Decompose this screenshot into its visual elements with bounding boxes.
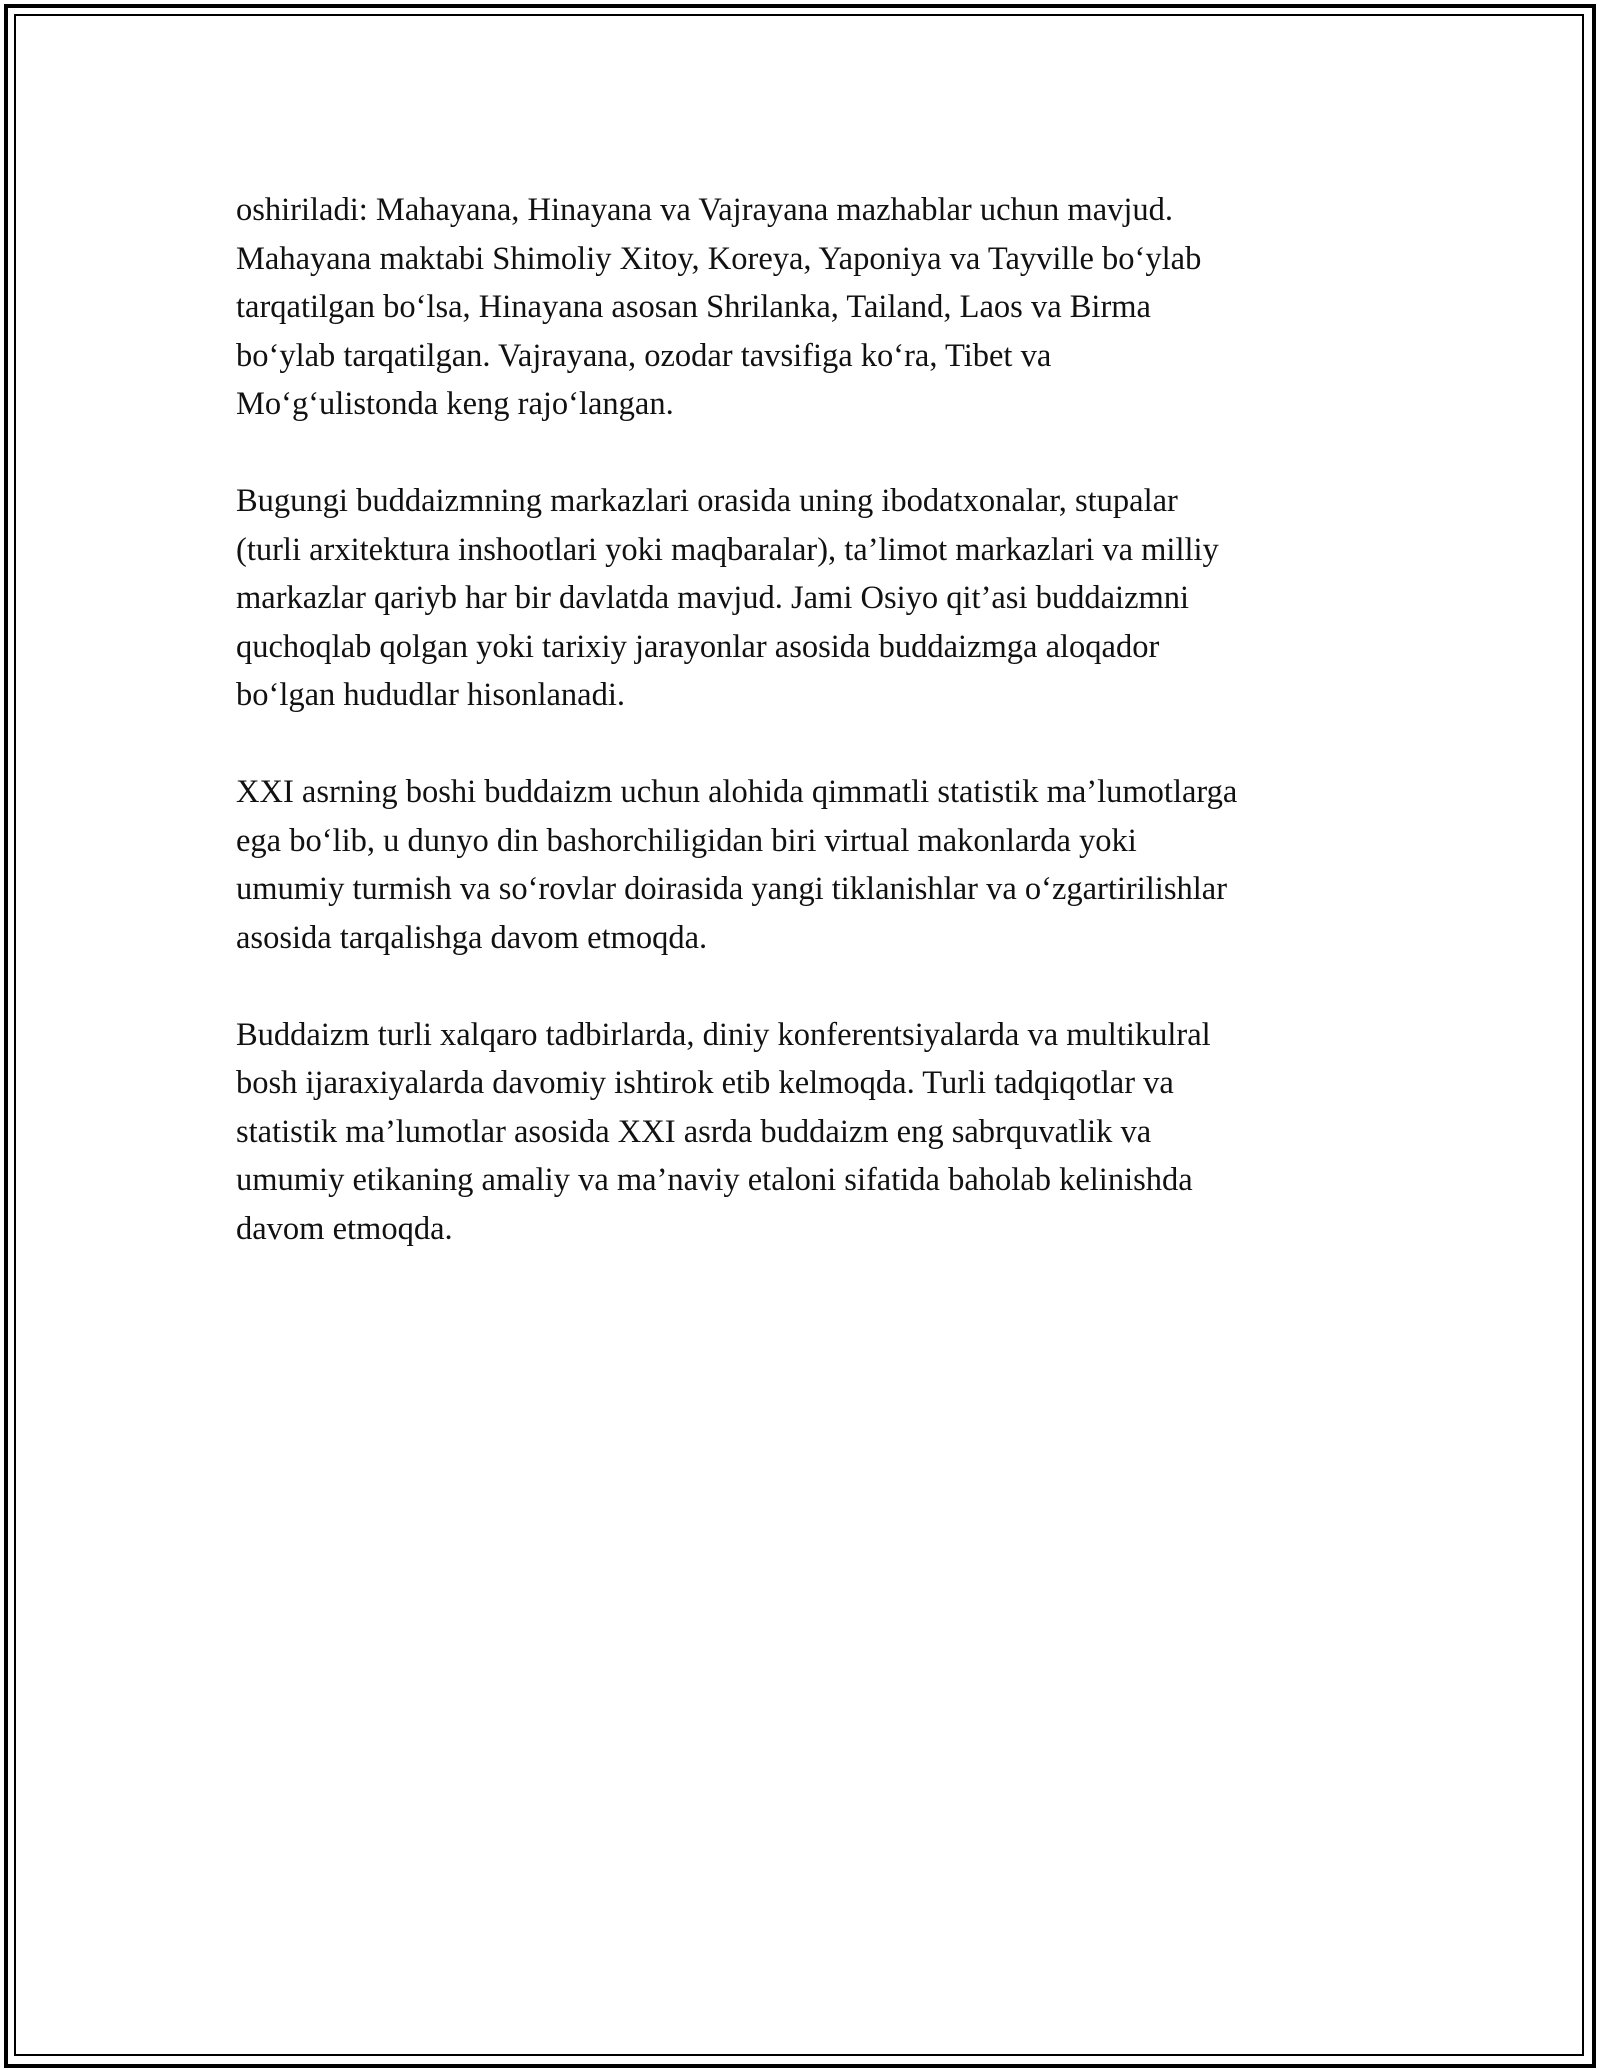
text-line: Mo‘g‘ulistonda keng rajo‘langan.: [236, 386, 674, 422]
text-line: Buddaizm turli xalqaro tadbirlarda, diniy konferentsiyalarda va multikulral: [236, 1016, 1211, 1053]
text-line: (turli arxitektura inshootlari yoki maqbaralar), ta’limot markazlari va milliy: [236, 531, 1219, 568]
text-line: bosh ijaraxiyalarda davomiy ishtirok etib kelmoqda. Turli tadqiqotlar va: [236, 1065, 1174, 1101]
text-line: umumiy turmish va so‘rovlar doirasida yangi tiklanishlar va o‘zgartirilishlar: [236, 871, 1228, 907]
text-line: davom etmoqda.: [236, 1210, 453, 1247]
paragraph-2: [236, 477, 1406, 720]
paragraph-4: [236, 1011, 1406, 1254]
paragraph-1: [236, 186, 1406, 429]
text-line: umumiy etikaning amaliy va ma’naviy etaloni sifatida baholab kelinishda: [236, 1162, 1193, 1198]
text-line: statistik ma’lumotlar asosida XXI asrda buddaizm eng sabrquvatlik va: [236, 1113, 1152, 1150]
text-line: XXI asrning boshi buddaizm uchun alohida qimmatli statistik ma’lumotlarga: [236, 774, 1238, 810]
text-line: asosida tarqalishga davom etmoqda.: [236, 919, 708, 956]
text-line: tarqatilgan bo‘lsa, Hinayana asosan Shrilanka, Tailand, Laos va Birma: [236, 289, 1151, 325]
text-line: markazlar qariyb har bir davlatda mavjud. Jami Osiyo qit’asi buddaizmni: [236, 580, 1190, 616]
text-line: ega bo‘lib, u dunyo din bashorchiligidan biri virtual makonlarda yoki: [236, 822, 1137, 859]
text-line: Bugungi buddaizmning markazlari orasida uning ibodatxonalar, stupalar: [236, 483, 1178, 519]
text-line: quchoqlab qolgan yoki tarixiy jarayonlar asosida buddaizmga aloqador: [236, 628, 1160, 665]
document-body: [236, 186, 1406, 1302]
text-line: bo‘ylab tarqatilgan. Vajrayana, ozodar tavsifiga ko‘ra, Tibet va: [236, 337, 1052, 374]
text-line: oshiriladi: Mahayana, Hinayana va Vajrayana mazhablar uchun mavjud.: [236, 192, 1174, 228]
text-line: bo‘lgan hududlar hisonlanadi.: [236, 677, 626, 713]
text-line: Mahayana maktabi Shimoliy Xitoy, Koreya, Yaponiya va Tayville bo‘ylab: [236, 240, 1202, 277]
paragraph-3: [236, 768, 1406, 962]
